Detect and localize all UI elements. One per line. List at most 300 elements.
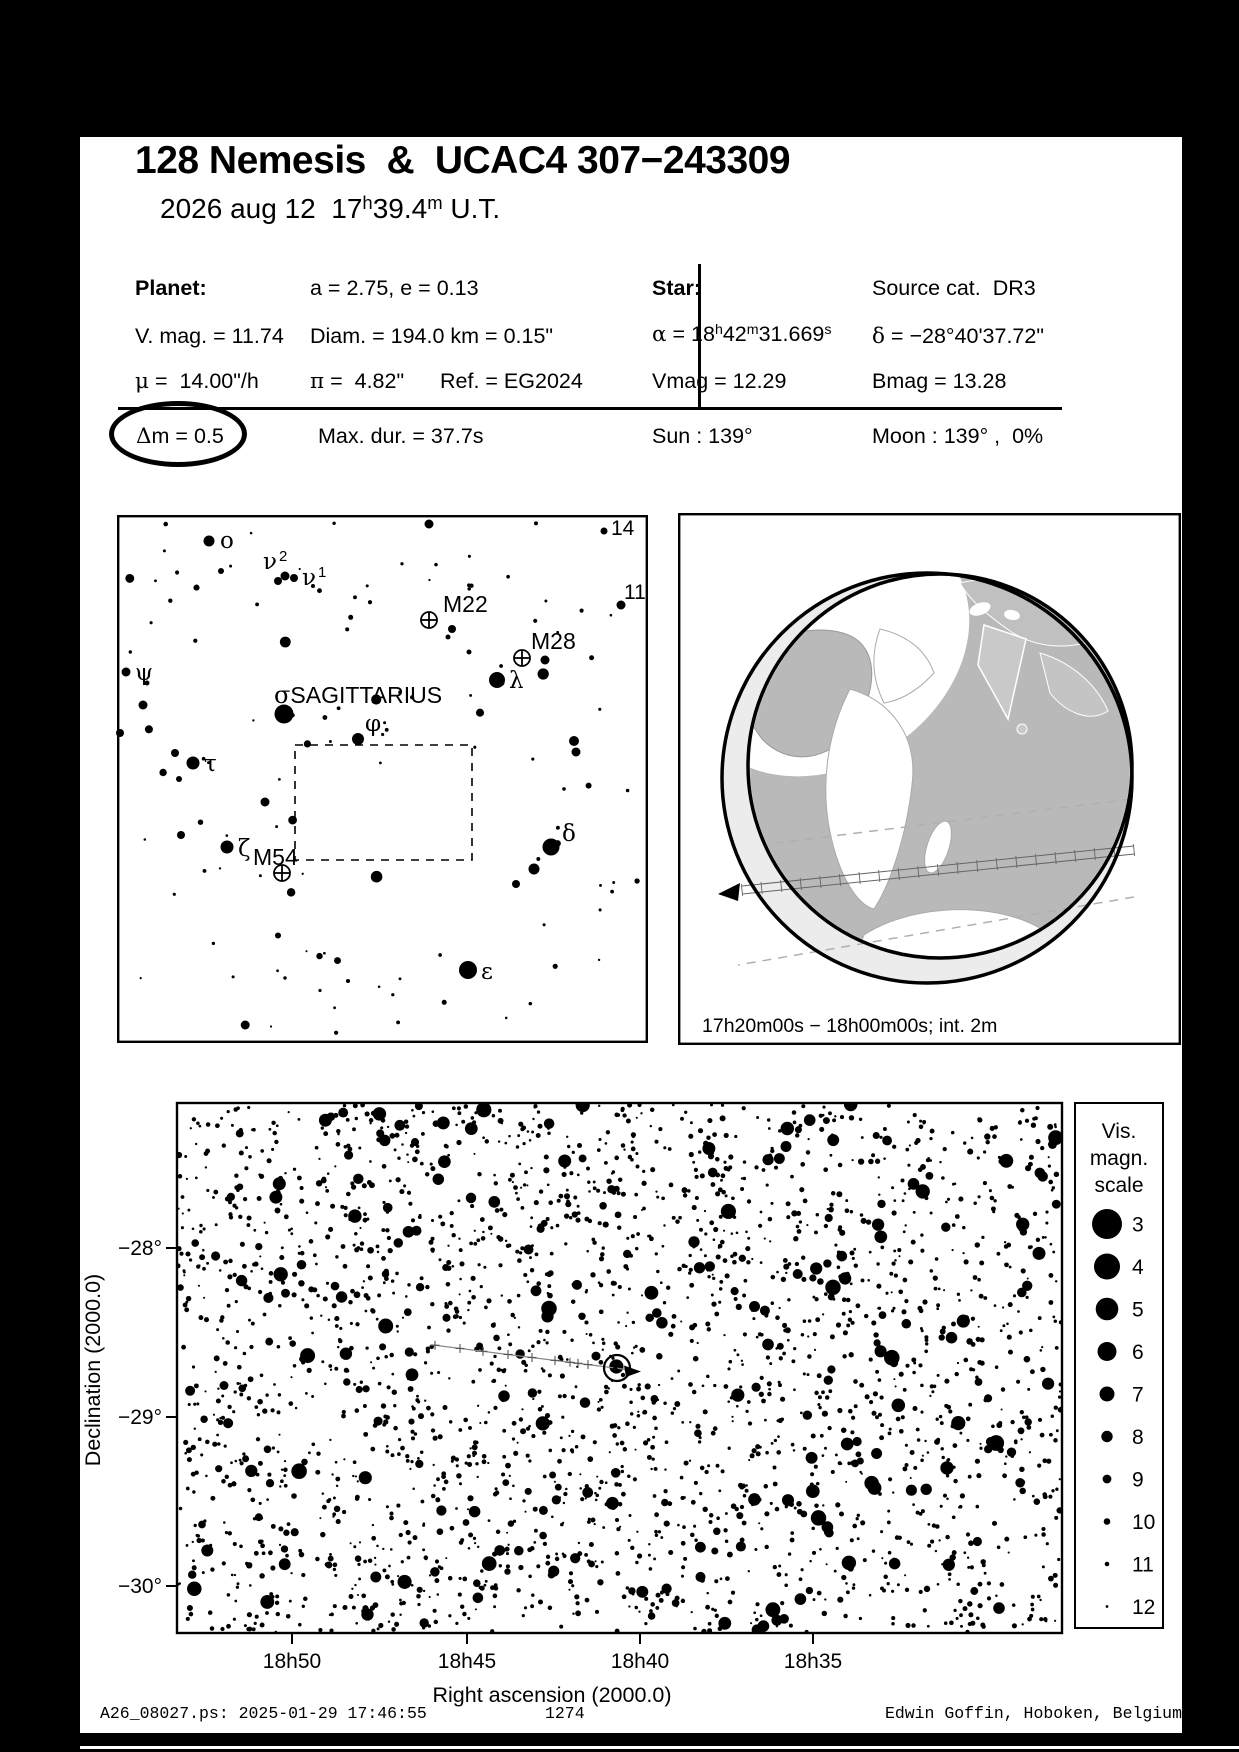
field-star-dot <box>353 1460 357 1464</box>
field-star-dot <box>1011 1186 1014 1189</box>
field-star-dot <box>637 1411 639 1413</box>
field-star-dot <box>425 520 434 529</box>
field-star-dot <box>828 1389 832 1393</box>
field-star-dot <box>852 1524 857 1529</box>
field-star-dot <box>745 1246 750 1251</box>
field-star-dot <box>686 1296 689 1299</box>
field-star-dot <box>116 729 124 737</box>
field-star-dot <box>288 1336 292 1340</box>
field-star-dot <box>792 1110 797 1115</box>
field-star-dot <box>508 1178 512 1182</box>
field-star-dot <box>939 1334 945 1340</box>
field-star-dot <box>859 1383 864 1388</box>
field-star-dot <box>846 1323 850 1327</box>
field-star-dot <box>276 1124 279 1127</box>
field-star-dot <box>932 1523 936 1527</box>
field-star-dot <box>515 1192 518 1195</box>
field-star-dot <box>811 1433 816 1438</box>
field-star-dot <box>188 1403 191 1406</box>
field-star-dot <box>463 1418 468 1423</box>
field-star-dot <box>459 1577 462 1580</box>
field-star-dot <box>402 1317 404 1319</box>
field-star-dot <box>626 1311 628 1313</box>
field-star-dot <box>212 942 215 945</box>
field-star-dot <box>377 1251 380 1254</box>
field-star-dot <box>425 1285 429 1289</box>
field-star-dot <box>491 1380 494 1383</box>
field-star-dot <box>577 1205 580 1208</box>
field-star-dot <box>498 1263 502 1267</box>
field-star-dot <box>973 1275 978 1280</box>
field-star-dot <box>385 728 389 732</box>
field-star-dot <box>641 1209 643 1211</box>
field-star-dot <box>867 1279 870 1282</box>
field-star-dot <box>836 1251 847 1262</box>
field-star-dot <box>529 864 540 875</box>
field-star-dot <box>892 1210 897 1215</box>
field-star-dot <box>893 1249 896 1252</box>
field-star-dot <box>329 740 332 743</box>
field-star-dot <box>245 1465 257 1477</box>
field-star-dot <box>587 1180 590 1183</box>
field-star-dot <box>636 1117 638 1119</box>
field-star-dot <box>428 579 430 581</box>
star-greek-label: o <box>220 528 234 554</box>
field-star-dot <box>430 1237 434 1241</box>
field-star-dot <box>817 1591 822 1596</box>
field-star-dot <box>852 1586 855 1589</box>
field-star-dot <box>938 1539 940 1541</box>
field-star-dot <box>731 1416 733 1418</box>
field-star-dot <box>978 1195 981 1198</box>
field-star-dot <box>420 1500 424 1504</box>
field-star-dot <box>213 1190 218 1195</box>
field-star-dot <box>361 1286 364 1289</box>
field-star-dot <box>707 1327 711 1331</box>
field-star-dot <box>537 1110 540 1113</box>
field-star-dot <box>744 1279 748 1283</box>
field-star-dot <box>448 1301 453 1306</box>
field-star-dot <box>918 1167 923 1172</box>
field-star-dot <box>259 1502 262 1505</box>
field-star-dot <box>978 1603 983 1608</box>
field-star-dot <box>671 1377 674 1380</box>
field-star-dot <box>353 1383 356 1386</box>
named-star-dot <box>290 574 298 582</box>
field-star-dot <box>654 1426 658 1430</box>
field-star-dot <box>325 1562 330 1567</box>
field-star-dot <box>648 1554 651 1557</box>
field-star-dot <box>752 1317 755 1320</box>
field-star-dot <box>475 1462 478 1465</box>
field-star-dot <box>457 1111 461 1115</box>
field-star-dot <box>1034 1534 1037 1537</box>
field-star-dot <box>1031 1595 1035 1599</box>
field-star-dot <box>764 1238 766 1240</box>
field-star-dot <box>381 1403 386 1408</box>
field-star-dot <box>560 1436 563 1439</box>
field-star-dot <box>1040 1349 1043 1352</box>
legend-magnitude-value: 9 <box>1132 1468 1144 1492</box>
field-star-dot <box>276 969 279 972</box>
field-star-dot <box>1048 1300 1053 1305</box>
field-star-dot <box>324 1383 327 1386</box>
ra-s-sup: s <box>824 321 832 338</box>
field-star-dot <box>920 1459 924 1463</box>
field-star-dot <box>548 1606 553 1611</box>
field-star-dot <box>553 964 558 969</box>
field-star-dot <box>822 1411 828 1417</box>
field-star-dot <box>977 1118 982 1123</box>
field-star-dot <box>510 1313 514 1317</box>
field-star-dot <box>533 1507 538 1512</box>
corner-star-dot <box>601 528 608 535</box>
field-star-dot <box>1008 1350 1013 1355</box>
field-star-dot <box>343 1458 345 1460</box>
field-star-dot <box>467 1309 469 1311</box>
field-star-dot <box>490 1233 492 1235</box>
field-star-dot <box>826 1563 828 1565</box>
star-declination <box>872 324 1044 349</box>
field-star-dot <box>265 1338 273 1346</box>
field-star-dot <box>437 1528 444 1535</box>
field-star-dot <box>263 1293 273 1303</box>
field-star-dot <box>913 1211 916 1214</box>
field-star-dot <box>348 1209 361 1222</box>
x-tick-label: 18h50 <box>262 1650 322 1673</box>
field-star-dot <box>316 1451 320 1455</box>
field-star-dot <box>693 1356 699 1362</box>
field-star-dot <box>795 1593 807 1605</box>
field-star-dot <box>919 1590 923 1594</box>
field-star-dot <box>677 1524 680 1527</box>
field-star-dot <box>739 1255 746 1262</box>
field-star-dot <box>386 1445 389 1448</box>
field-star-dot <box>684 1461 689 1466</box>
field-star-dot <box>293 1364 297 1368</box>
field-star-dot <box>194 1383 199 1388</box>
named-star-dot <box>187 757 200 770</box>
field-star-dot <box>713 1426 718 1431</box>
field-star-dot <box>473 746 476 749</box>
field-star-dot <box>937 1374 940 1377</box>
field-star-dot <box>893 1199 896 1202</box>
x-tick-label: 18h45 <box>437 1650 497 1673</box>
field-star-dot <box>335 1477 340 1482</box>
field-star-dot <box>394 1622 399 1627</box>
field-star-dot <box>657 1399 659 1401</box>
field-star-dot <box>930 1212 933 1215</box>
field-star-dot <box>526 1454 530 1458</box>
field-star-dot <box>497 1346 501 1350</box>
field-star-dot <box>707 1464 710 1467</box>
field-star-dot <box>179 1252 183 1256</box>
field-star-dot <box>467 583 471 587</box>
field-star-dot <box>498 1140 500 1142</box>
field-star-dot <box>273 1383 276 1386</box>
field-star-dot <box>395 1177 400 1182</box>
field-star-dot <box>747 1400 751 1404</box>
field-star-dot <box>430 1567 440 1577</box>
field-star-dot <box>384 1355 388 1359</box>
field-star-dot <box>279 1485 281 1487</box>
field-star-dot <box>773 1482 778 1487</box>
field-star-dot <box>246 1223 250 1227</box>
field-star-dot <box>185 1386 195 1396</box>
field-star-dot <box>176 776 182 782</box>
field-star-dot <box>626 1586 629 1589</box>
field-star-dot <box>550 1252 554 1256</box>
field-star-dot <box>1053 1438 1058 1443</box>
field-star-dot <box>936 1418 939 1421</box>
field-star-dot <box>458 1428 462 1432</box>
field-star-dot <box>901 1415 905 1419</box>
field-star-dot <box>677 1267 682 1272</box>
field-star-dot <box>979 1443 981 1445</box>
field-star-dot <box>328 1556 334 1562</box>
field-star-dot <box>635 1561 638 1564</box>
field-star-dot <box>771 1275 776 1280</box>
field-star-dot <box>187 1209 190 1212</box>
field-star-dot <box>876 1284 881 1289</box>
field-star-dot <box>410 1143 414 1147</box>
field-star-dot <box>598 959 600 961</box>
field-star-dot <box>969 1367 973 1371</box>
field-star-dot <box>633 1477 637 1481</box>
field-star-dot <box>626 1237 629 1240</box>
field-star-dot <box>925 1338 929 1342</box>
field-star-dot <box>957 1315 970 1328</box>
field-star-dot <box>872 1411 877 1416</box>
field-star-dot <box>523 1183 526 1186</box>
field-star-dot <box>807 1373 810 1376</box>
field-star-dot <box>709 1513 713 1517</box>
field-star-dot <box>1054 1319 1057 1322</box>
field-star-dot <box>497 1368 502 1373</box>
field-star-dot <box>506 575 510 579</box>
field-star-dot <box>907 1540 911 1544</box>
field-star-dot <box>422 1111 425 1114</box>
field-star-dot <box>514 1317 516 1319</box>
field-star-dot <box>536 1416 550 1430</box>
field-star-dot <box>548 1270 554 1276</box>
field-star-dot <box>518 1162 521 1165</box>
field-star-dot <box>363 1280 365 1282</box>
field-star-dot <box>916 1184 930 1198</box>
field-star-dot <box>827 1208 829 1210</box>
field-star-dot <box>229 565 232 568</box>
field-star-dot <box>1045 1221 1048 1224</box>
field-star-dot <box>998 1421 1002 1425</box>
field-star-dot <box>796 1501 802 1507</box>
dm-value: m = 0.5 <box>151 424 224 448</box>
field-star-dot <box>748 1459 750 1461</box>
field-star-dot <box>603 1222 609 1228</box>
field-star-dot <box>192 1559 195 1562</box>
field-star-dot <box>214 1355 220 1361</box>
field-star-dot <box>244 1384 247 1387</box>
field-star-dot <box>806 1224 808 1226</box>
field-star-dot <box>859 1617 862 1620</box>
field-star-dot <box>390 1580 394 1584</box>
field-star-dot <box>422 1626 425 1629</box>
field-star-dot <box>370 1361 372 1363</box>
field-star-dot <box>836 1191 842 1197</box>
field-star-dot <box>865 1394 870 1399</box>
field-star-dot <box>359 1541 361 1543</box>
field-star-dot <box>966 1439 969 1442</box>
field-star-dot <box>545 1561 550 1566</box>
field-star-dot <box>1052 1251 1055 1254</box>
field-star-dot <box>283 1474 286 1477</box>
field-star-dot <box>873 1332 878 1337</box>
field-star-dot <box>548 1373 552 1377</box>
field-star-dot <box>716 1464 720 1468</box>
field-star-dot <box>426 1347 430 1351</box>
field-star-dot <box>898 1289 903 1294</box>
field-star-dot <box>195 1177 198 1180</box>
field-star-dot <box>473 1579 481 1587</box>
field-star-dot <box>1031 1608 1035 1612</box>
field-star-dot <box>599 1202 607 1210</box>
field-star-dot <box>154 579 157 582</box>
field-star-dot <box>734 1297 738 1301</box>
field-star-dot <box>668 1550 673 1555</box>
field-star-dot <box>408 1386 414 1392</box>
field-star-dot <box>911 1623 915 1627</box>
field-star-dot <box>563 1165 566 1168</box>
field-star-dot <box>825 1395 829 1399</box>
field-star-dot <box>328 1227 333 1232</box>
field-star-dot <box>968 1403 972 1407</box>
field-star-dot <box>813 1598 816 1601</box>
field-star-dot <box>433 1464 435 1466</box>
field-star-dot <box>827 1365 835 1373</box>
field-star-dot <box>821 1390 825 1394</box>
ra-hours: = 18 <box>666 322 715 346</box>
field-star-dot <box>1040 1146 1044 1150</box>
field-star-dot <box>1013 1498 1016 1501</box>
field-star-dot <box>941 1176 945 1180</box>
field-star-dot <box>952 1515 956 1519</box>
field-star-dot <box>1035 1139 1040 1144</box>
field-star-dot <box>1012 1603 1016 1607</box>
field-star-dot <box>250 1497 255 1502</box>
field-star-dot <box>571 1299 576 1304</box>
field-star-dot <box>334 1506 340 1512</box>
field-star-dot <box>546 1217 550 1221</box>
field-star-dot <box>239 1150 244 1155</box>
field-star-dot <box>914 1141 918 1145</box>
field-star-dot <box>397 1330 399 1332</box>
field-star-dot <box>485 1139 489 1143</box>
field-star-dot <box>946 1497 949 1500</box>
field-star-dot <box>528 1388 537 1397</box>
field-star-dot <box>849 1250 854 1255</box>
field-star-dot <box>682 1264 686 1268</box>
field-star-dot <box>333 1497 336 1500</box>
field-star-dot <box>817 1373 822 1378</box>
field-star-dot <box>723 1334 725 1336</box>
field-star-dot <box>399 977 402 980</box>
field-star-dot <box>215 1123 220 1128</box>
field-star-dot <box>1005 1455 1007 1457</box>
field-star-dot <box>910 1543 913 1546</box>
field-star-dot <box>692 1161 695 1164</box>
field-star-dot <box>820 1434 824 1438</box>
field-star-dot <box>756 1336 759 1339</box>
field-star-dot <box>569 1571 573 1575</box>
field-star-dot <box>317 588 322 593</box>
field-star-dot <box>385 1574 390 1579</box>
field-star-dot <box>518 1326 520 1328</box>
field-star-dot <box>984 1572 987 1575</box>
field-star-dot <box>1058 1395 1061 1398</box>
field-star-dot <box>1053 1583 1058 1588</box>
field-star-dot <box>297 1260 307 1270</box>
field-star-dot <box>236 1188 240 1192</box>
field-star-dot <box>779 1356 783 1360</box>
field-star-dot <box>667 1501 672 1506</box>
field-star-dot <box>558 1394 562 1398</box>
field-star-dot <box>336 1291 347 1302</box>
field-star-dot <box>304 740 311 747</box>
field-star-dot <box>864 1476 878 1490</box>
field-star-dot <box>783 1264 789 1270</box>
field-star-dot <box>328 1318 331 1321</box>
field-star-dot <box>504 1142 507 1145</box>
field-star-dot <box>875 1415 879 1419</box>
field-star-dot <box>202 1249 205 1252</box>
field-star-dot <box>450 1224 454 1228</box>
field-star-dot <box>860 1520 865 1525</box>
field-star-dot <box>376 1545 379 1548</box>
legend-magnitude-value: 8 <box>1132 1426 1144 1449</box>
field-star-dot <box>925 1196 929 1200</box>
field-star-dot <box>880 1246 884 1250</box>
field-star-dot <box>924 1586 930 1592</box>
x-tick-label: 18h40 <box>610 1650 670 1673</box>
field-star-dot <box>488 1225 493 1230</box>
field-star-dot <box>376 1137 381 1142</box>
field-star-dot <box>871 1153 875 1157</box>
field-star-dot <box>923 1608 927 1612</box>
field-star-dot <box>259 1573 265 1579</box>
field-star-dot <box>372 1524 374 1526</box>
field-star-dot <box>708 1520 712 1524</box>
star-section-label: Star: <box>652 276 701 300</box>
field-star-dot <box>599 1256 604 1261</box>
source-catalog: Source cat. DR3 <box>872 276 1036 300</box>
field-star-dot <box>494 1586 499 1591</box>
field-star-dot <box>355 1622 358 1625</box>
field-star-dot <box>290 1572 292 1574</box>
field-star-dot <box>455 1309 460 1314</box>
field-star-dot <box>496 1530 501 1535</box>
field-star-dot <box>357 1480 359 1482</box>
field-star-dot <box>462 1612 466 1616</box>
field-star-dot <box>206 1262 209 1265</box>
field-star-dot <box>913 1185 917 1189</box>
field-star-dot <box>625 1421 630 1426</box>
field-star-dot <box>926 1158 930 1162</box>
field-star-dot <box>948 1572 952 1576</box>
field-star-dot <box>412 1157 418 1163</box>
field-star-dot <box>780 1397 785 1402</box>
field-star-dot <box>206 1122 211 1127</box>
field-star-dot <box>443 1405 448 1410</box>
field-star-dot <box>614 1341 618 1345</box>
